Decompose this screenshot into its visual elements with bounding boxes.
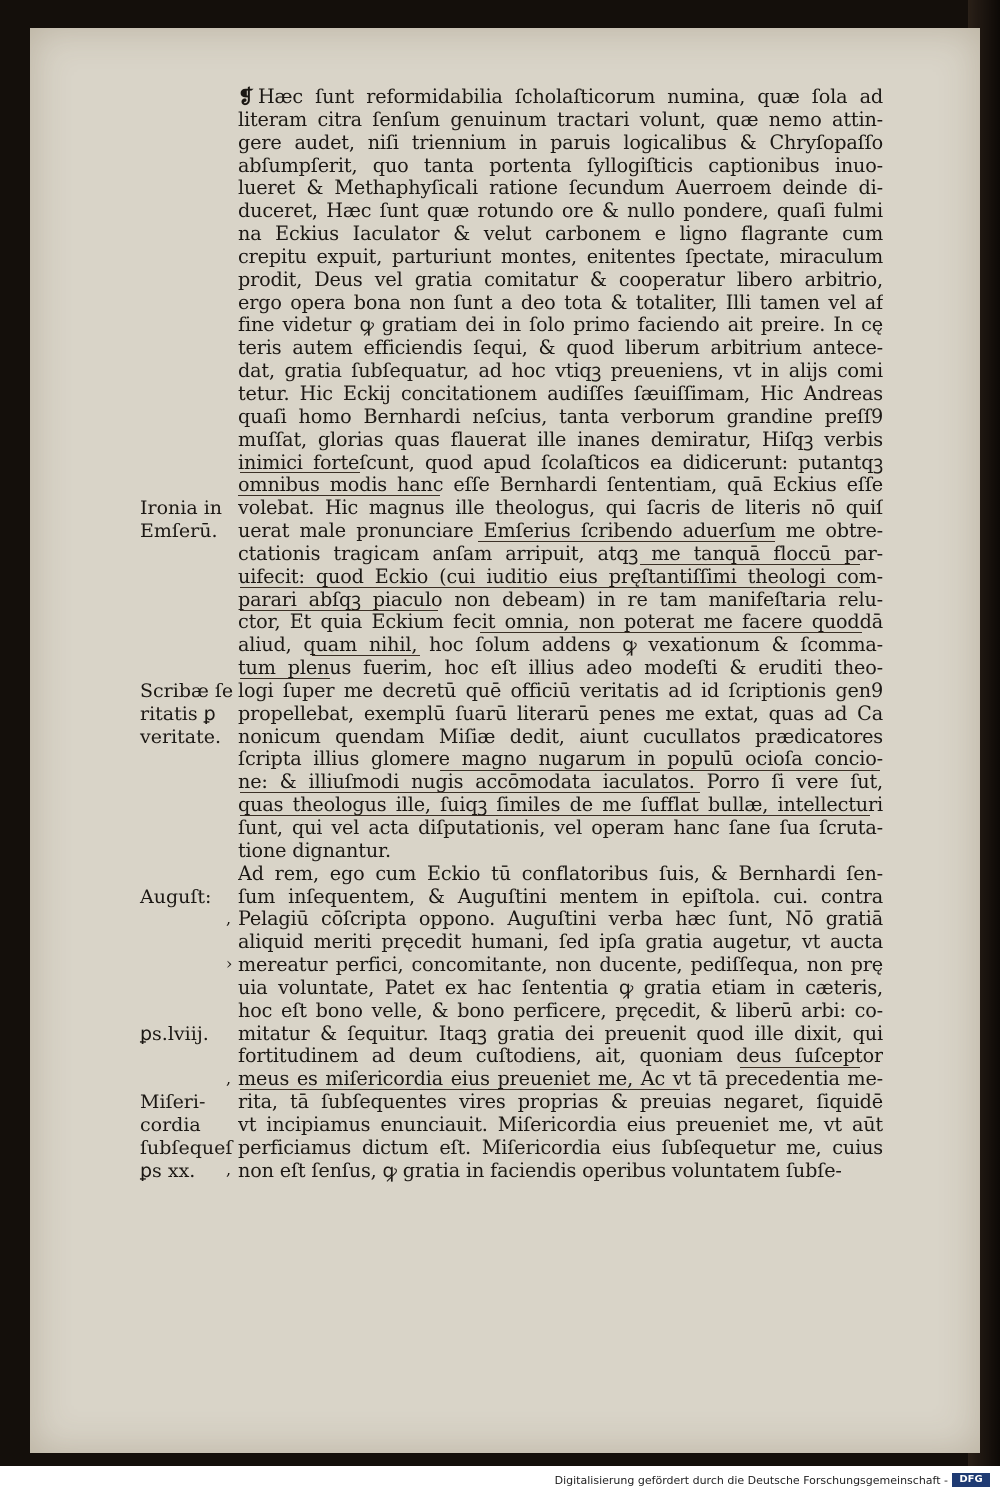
text-line [238,109,883,132]
text-line [238,726,883,749]
text-line-content: dat, gratia ſubſequatur, ad hoc vtiqꝫ preueniens, vt in alijs comi [238,360,883,383]
text-line-content: vt incipiamus enunciauit. Miſericordia eius preueniet me, vt aūt [238,1113,883,1136]
ink-underline [480,632,862,633]
ink-underline [312,655,420,656]
text-line [238,543,883,566]
text-line-content: fine videtur ꝙ gratiam dei in ſolo primo faciendo ait preire. In cę [238,314,883,337]
text-line [238,589,883,612]
ink-underline [240,815,870,816]
ink-underline [240,1089,680,1090]
text-line-content: teris autem efficiendis ſequi, & quod liberum arbitrium antece- [238,337,883,360]
text-line-content: uia voluntate, Patet ex hac ſententia ꝙ gratia etiam in cæteris, [238,976,883,999]
text-line [238,863,883,886]
text-line-content: na Eckius Iaculator & velut carbonem e ligno flagrante cum [238,223,883,246]
text-line [238,1160,883,1183]
text-line-content: muſſat, glorias quas flauerat ille inanes demiratur, Hiſqꝫ verbis [238,428,883,451]
text-line [238,269,883,292]
text-line-content: aliud, quam nihil, hoc ſolum addens ꝙ vexationum & ſcomma- [238,634,883,657]
ink-underline [740,1067,860,1068]
text-line-content: omnibus modis hanc eſſe Bernhardi ſententiam, quā Eckius eſſe [238,474,883,497]
text-line [238,497,883,520]
text-line [238,132,883,155]
text-line-content: rita, tā ſubſequentes vires proprias & preuias negaret, ſiquidē [238,1091,883,1114]
text-line-content: prodit, Deus vel gratia comitatur & cooperatur libero arbitrio, [238,268,883,291]
text-line [238,794,883,817]
text-line-content: duceret, Hæc ſunt quæ rotundo ore & nullo pondere, quaſi fulmi [238,200,883,223]
text-line-content: propellebat, exemplū ſuarū literarū penes me extat, quas ad Ca [238,702,883,725]
text-line-content: fortitudinem ad deum cuſtodiens, ait, quoniam deus ſuſceptor [238,1045,883,1068]
text-line [238,1114,883,1137]
text-line [238,292,883,315]
text-line [238,680,883,703]
margin-note [140,1091,238,1182]
text-line-content: tum plenus fuerim, hoc eſt illius adeo modeſti & eruditi theo- [238,657,883,680]
text-line [238,383,883,406]
text-line-content: Ad rem, ego cum Eckio tū conflatoribus ſuis, & Bernhardi ſen- [238,862,883,885]
margin-note-line: Miſeri- [140,1091,206,1114]
ink-underline [240,610,438,611]
text-line-content: ſum inſequentem, & Auguſtini mentem in epiſtola. cui. contra [238,885,883,908]
text-line [238,314,883,337]
text-line [238,908,883,931]
ink-underline [240,792,700,793]
text-line-content: hoc eſt bono velle, & bono perficere, pręcedit, & liberū arbi: co- [238,999,883,1022]
margin-note [140,497,238,543]
quote-tick: , [226,1159,232,1179]
margin-note-line: Ironia in [140,497,223,520]
text-line-content: ne: & illiuſmodi nugis accōmodata iaculatos. Porro ſi vere ſut, [238,771,883,794]
text-line-content: inimici forteſcunt, quod apud ſcolaſticos ea didicerunt: putantqꝫ [238,451,883,474]
margin-note-line: veritate. [140,725,222,748]
text-line [238,1068,883,1091]
text-line [238,246,883,269]
text-line-content: ctor, Et quia Eckium fecit omnia, non poterat me facere quoddā [238,611,883,634]
margin-note-line: ꝑs.lviij. [140,1022,209,1045]
text-line [238,429,883,452]
text-line-content: parari abſqꝫ piaculo non debeam) in re tam manifeſtaria relu- [238,588,883,611]
ink-underline [240,678,330,679]
margin-note-line: Scribæ ſe [140,680,234,703]
text-line [238,520,883,543]
text-line [238,748,883,771]
text-line [238,337,883,360]
text-line-content: tione dignantur. [238,839,391,862]
margin-note-line: ritatis ꝑ [140,702,216,725]
text-line-content: mitatur & ſequitur. Itaqꝫ gratia dei preuenit quod ille dixit, qui [238,1022,883,1045]
margin-note [140,680,238,749]
text-line-content: volebat. Hic magnus ille theologus, qui ſacris de literis nō quiſ [238,497,883,520]
text-line-content: meus es miſericordia eius preueniet me, Ac vt tā precedentia me- [238,1068,883,1091]
digitization-footer [0,1466,1000,1496]
text-line-content: ctationis tragicam anſam arripuit, atqꝫ me tanquā floccū par- [238,542,883,565]
text-line-content: lueret & Methaphyſicali ratione ſecundum Auerroem deinde di- [238,177,883,200]
text-line [238,360,883,383]
ink-underline [440,770,880,771]
text-line [238,611,883,634]
text-line [238,1023,883,1046]
text-line [238,452,883,475]
text-line [238,771,883,794]
margin-note [140,1023,238,1046]
text-line-content: aliquid meriti pręcedit humani, ſed ipſa gratia augetur, vt aucta [238,931,883,954]
text-line-content: gere audet, niſi triennium in paruis logicalibus & Chryſopaſſo [238,131,883,154]
text-line [238,817,883,840]
ink-underline [238,495,440,496]
quote-tick: , [226,908,232,928]
quote-tick: › [226,954,233,974]
text-line-content: crepitu expuit, parturiunt montes, enitentes ſpectate, miraculum [238,245,883,268]
footer-credit: Digitalisierung gefördert durch die Deutsche Forschungsgemeinschaft - [554,1474,948,1487]
ink-underline [478,541,775,542]
text-line [238,1000,883,1023]
text-line [238,223,883,246]
margin-note-line: ꝑs xx. [140,1159,196,1182]
margin-note [140,886,238,909]
text-line [238,406,883,429]
margin-note-line: ſubſequeſ [140,1137,233,1160]
text-line [238,1091,883,1114]
text-line [238,566,883,589]
text-line [238,177,883,200]
text-line-content: nonicum quendam Miſiæ dedit, aiunt cucullatos prædicatores [238,725,883,748]
text-line [238,1045,883,1068]
ink-underline [240,587,860,588]
margin-note-line: cordia [140,1114,201,1137]
text-line [238,954,883,977]
text-line [238,200,883,223]
text-line-content: non eſt ſenſus, ꝙ gratia in faciendis operibus voluntatem ſubſe- [238,1159,842,1182]
pilcrow-icon: ❡ [238,86,254,108]
text-line-content: Hæc ſunt reformidabilia ſcholaſticorum numina, quæ ſola ad [257,86,883,108]
text-line [238,1137,883,1160]
text-line-content: abſumpſerit, quo tanta portenta ſyllogiſticis captionibus inuo- [238,154,883,177]
text-line [238,474,883,497]
text-line-content: quaſi homo Bernhardi neſcius, tanta verborum grandine preſſ9 [238,405,883,428]
text-line [238,931,883,954]
text-line [238,977,883,1000]
dfg-logo: DFG [952,1473,990,1487]
text-line-content: ſcripta illius glomere magno nugarum in populū ocioſa concio- [238,748,883,771]
text-line-content: ſunt, qui vel acta diſputationis, vel operam hanc ſane ſua ſcruta- [238,817,883,839]
text-line-content: logi ſuper me decretū quē officiū veritatis ad id ſcriptionis gen9 [238,679,883,702]
text-line [238,840,883,863]
text-line-content: uifecit: quod Eckio (cui iuditio eius pręſtantiſſimi theologi com- [238,565,883,588]
ink-underline [640,564,860,565]
text-line-content: mereatur perfici, concomitante, non ducente, pediſſequa, non prę [238,954,883,977]
margin-note-line: Auguſt: [140,885,212,908]
text-line-content: uerat male pronunciare Emſerius ſcribendo aduerſum me obtre- [238,520,883,543]
text-line [238,703,883,726]
text-line-content: Pelagiū cōſcripta oppono. Auguſtini verba hæc ſunt, Nō gratiā [238,908,883,931]
text-line-content: tetur. Hic Eckij concitationem audiſſes ſæuiſſimam, Hic Andreas [238,382,883,405]
text-line-content: ergo opera bona non ſunt a deo tota & totaliter, Illi tamen vel af [238,291,883,314]
text-line [238,155,883,178]
text-line [238,634,883,657]
text-line [238,886,883,909]
text-line-content: quas theologus ille, ſuiqꝫ ſimiles de me ſufflat bullæ, intellecturi [238,794,883,817]
margin-note-line: Emſerū. [140,520,218,543]
text-line-content: perficiamus dictum eſt. Miſericordia eius ſubſequetur me, cuius [238,1136,883,1159]
text-line [238,657,883,680]
main-text-block [238,86,883,1183]
text-line [238,86,883,109]
text-line-content: literam citra ſenſum genuinum tractari volunt, quæ nemo attin- [238,108,883,131]
ink-underline [240,472,360,473]
quote-tick: , [226,1068,232,1088]
